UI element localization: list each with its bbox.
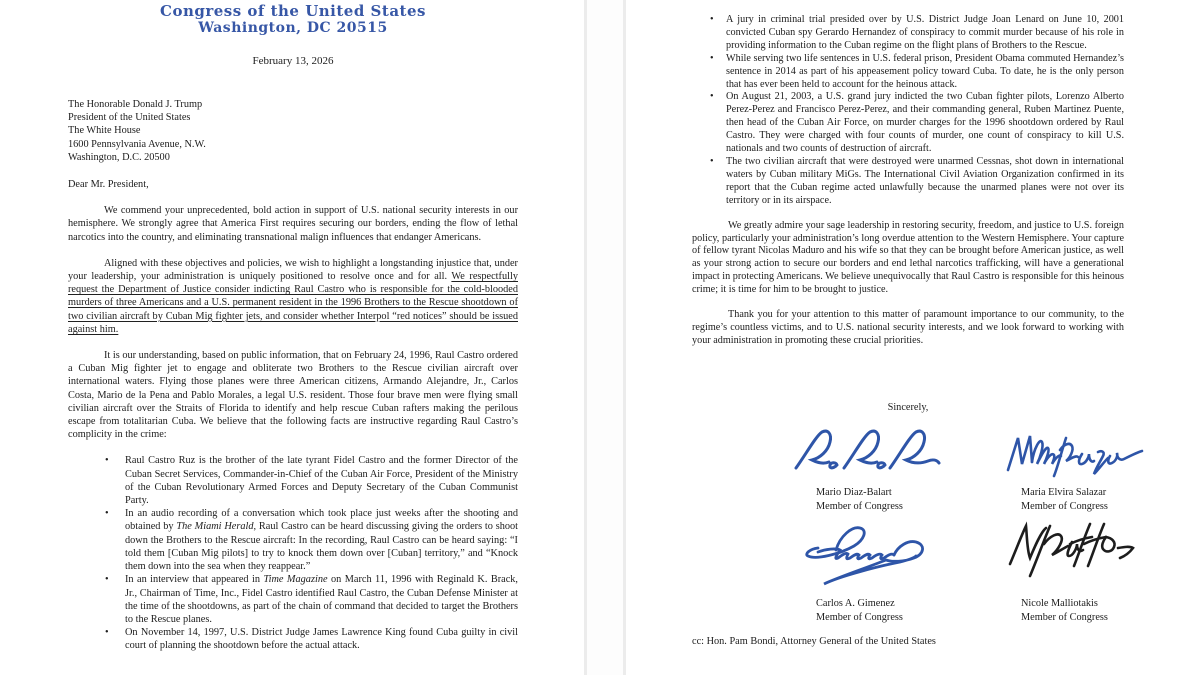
signature-mario-diaz-balart [792,424,942,480]
bullet-icon: • [105,508,109,520]
list-item [710,53,1124,92]
recipient-city: Washington, D.C. 20500 [68,151,170,163]
list-item [710,156,1124,208]
letterhead-line-2: Washington, DC 20515 [198,20,388,36]
bullet-jury-conviction: A jury in criminal trial presided over by U.S. District Judge Joan Lenard on June 10, 2001 convicted Cuban spy Gerardo Hernandez of conspiracy to commit murder because of his role in providing information to the Cuban regime on the flight plans of Brothers to the Rescue. [726,14,1124,51]
bullet-icon: • [710,14,714,25]
letter-page-1 [0,0,584,675]
signature-image [796,522,956,592]
request-normal-text: Aligned with these objectives and policies, we wish to highlight a longstanding injustice that, under your leadership, your administration is uniquely positioned to resolve once and for all. [68,257,518,283]
bullet-time-interview [125,573,518,626]
letterhead-line-1: Congress of the United States [160,2,426,20]
facts-bullet-list [68,454,518,652]
list-item [105,507,518,573]
recipient-org: The White House [68,125,141,137]
signer-name-1: Mario Diaz-Balart [816,487,892,498]
signature-image [792,424,942,480]
list-item [105,626,518,652]
signature-carlos-gimenez [796,522,956,592]
paragraph-request [68,257,518,336]
request-underlined-text: We respectfully request the Department of Justice consider indicting Raul Castro who is responsible for the cold-blooded murders of three Americans and a U.S. permanent resident in the 1996 Brothers to the Rescue shootdown of two civilian aircraft by Cuban Mig fighter jets, and consider whether Interpol “red notices” should be issued against him. [68,271,518,335]
recipient-street: 1600 Pennsylvania Avenue, N.W. [68,138,206,150]
cc-line: cc: Hon. Pam Bondi, Attorney General of the United States [692,636,936,647]
bullet-raul-castro-roles: Raul Castro Ruz is the brother of the late tyrant Fidel Castro and the former Director of the Cuban Secret Services, Commander-in-Chief of the Cuban Air Force, President of the Ministry of the Cuban Revolutionary Armed Forces and Deputy Secretary of the Cuban Communist Party. [125,455,518,507]
bullet-obama-commuted: While serving two life sentences in U.S. federal prison, President Obama commuted Hernandez’s sentence in 2014 as part of his appeasement policy toward Cuba. To date, he is the only person that has ever been held to account for the heinous attack. [726,52,1124,90]
signer-title-2: Member of Congress [1021,501,1108,512]
signature-nicole-malliotakis [1006,518,1136,580]
signer-name-4: Nicole Malliotakis [1021,598,1098,609]
signer-name-3: Carlos A. Gimenez [816,598,895,609]
salutation: Dear Mr. President, [68,179,149,191]
signature-maria-elvira-salazar [1004,428,1144,478]
bullet-icon: • [105,455,109,467]
bullet-unarmed-cessnas: The two civilian aircraft that were destroyed were unarmed Cessnas, shot down in international waters by Cuban military MiGs. The International Civil Aviation Organization confirmed in its report that the Cuban regime acted unlawfully because the unarmed planes were not over its territory or in its airspace. [726,155,1124,206]
facts-bullet-list-continued [692,14,1124,208]
letter-body-page-1 [68,204,518,652]
recipient-name: The Honorable Donald J. Trump [68,99,203,110]
page-divider-left [584,0,587,675]
bullet-icon: • [710,91,714,103]
miami-herald-italic: The Miami Herald [176,521,254,533]
recipient-address-block [68,98,518,164]
bullet-audio-recording [125,507,518,573]
time-magazine-italic: Time Magazine [263,574,328,586]
bullet-text: In an audio recording of a conversation which took place just weeks after the shooting and obtained by [125,508,518,533]
bullet-text: , Raul Castro can be heard discussing giving the orders to shoot down the Brothers to the Rescue aircraft: In the recording, Raul Castro can be heard saying: “I told them [Cuban Mig pilots] to try to knock them down over [Cuban] territory,” and “Knock them down into the sea when they reappear.” [125,521,519,573]
bullet-civil-court: On November 14, 1997, U.S. District Judge James Lawrence King found Cuba guilty in civil court of planning the shootdown before the actual attack. [125,627,518,652]
congressional-letterhead [68,0,518,36]
recipient-title: President of the United States [68,112,191,124]
bullet-icon: • [105,627,109,639]
closing-sincerely: Sincerely, [887,402,929,413]
list-item [710,91,1124,156]
bullet-icon: • [105,574,109,586]
bullet-grand-jury-indictment: On August 21, 2003, a U.S. grand jury indicted the two Cuban fighter pilots, Lorenzo Alberto Perez-Perez and Francisco Perez-Perez, and their commanding general, Ruben Martinez Puente, then head of the Cuban Air Force, on murder charges for the 1996 shootdown ordered by Raul Castro. They were charged with four counts of murder, one count of conspiracy to kill U.S. nationals and two counts of destruction of aircraft. [726,91,1124,155]
signer-title-4: Member of Congress [1021,612,1108,623]
signature-image [1004,428,1144,478]
list-item [105,454,518,507]
signer-title-1: Member of Congress [816,501,903,512]
paragraph-thank-you: Thank you for your attention to this matter of paramount importance to our community, to the regime’s countless victims, and to U.S. national security interests, and we look forward to working with your administration in promoting these crucial priorities. [692,309,1124,346]
bullet-icon: • [710,52,714,64]
paragraph-admire-leadership: We greatly admire your sage leadership in restoring security, freedom, and justice to U.S. foreign policy, particularly your administration’s long overdue attention to the Western Hemisphere. Your capture of fellow tyrant Nicolas Maduro and his wife so that they can be brought before American justice, as well as your strong action to secure our borders and end lethal narcotics trafficking, will have a generational impact in protecting Americans. We believe unequivocally that Raul Castro is responsible for this heinous crime; it is time for him to be brought to justice. [692,219,1124,296]
bullet-text: In an interview that appeared in [125,574,264,586]
list-item [105,573,518,626]
letter-page-2 [626,0,1200,675]
signer-name-2: Maria Elvira Salazar [1021,487,1107,498]
bullet-icon: • [710,155,714,167]
paragraph-commend: We commend your unprecedented, bold action in support of U.S. national security interests in our hemisphere. We strongly agree that America First requires securing our borders, ending the flow of lethal narcotics into the country, and eliminating transnational malign influences that endanger Americans. [68,205,518,243]
bullet-text: on March 11, 1996 with Reginald K. Brack, Jr., Chairman of Time, Inc., Fidel Castro identified Raul Castro, the Cuban Defense Minister at the time of the shootdowns, as part of the chain of command that decided to target the Brothers to the Rescue planes. [125,574,519,625]
signer-title-3: Member of Congress [816,612,903,623]
letter-date: February 13, 2026 [252,55,334,67]
signature-image [1006,518,1136,580]
paragraph-understanding: It is our understanding, based on public information, that on February 24, 1996, Raul Castro ordered a Cuban Mig fighter jet to engage and obliterate two Brothers to the Rescue civilian aircraft over international waters. Flying those planes were three American citizens, Armando Alejandre, Jr., Carlos Costa, Mario de la Pena and Pablo Morales, a legal U.S. resident. Those four brave men were flying small civilian aircraft over the Straits of Florida to identify and help rescue Cuban rafters making the perilous escape from totalitarian Cuba. We believe that the following facts are instructive regarding Raul Castro’s complicity in the crime: [68,350,518,441]
list-item [710,14,1124,53]
